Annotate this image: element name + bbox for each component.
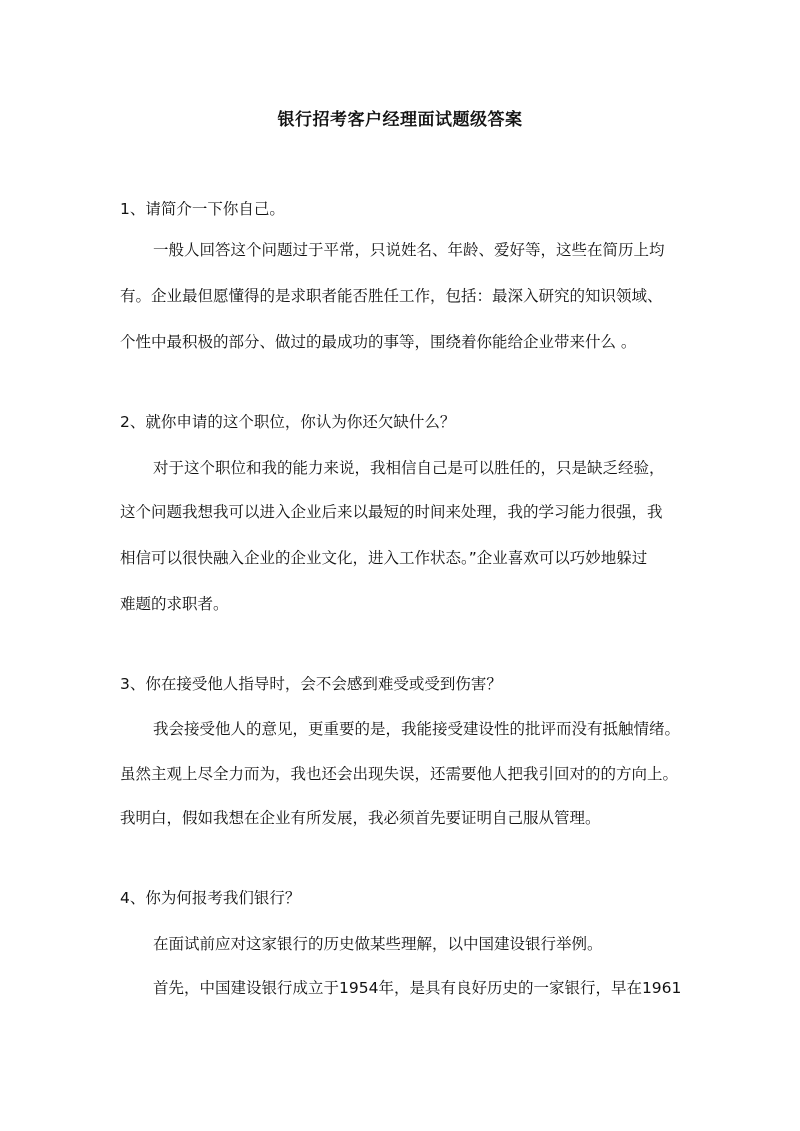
answer-2-line-4: 难题的求职者。 [120,595,229,613]
question-2: 2、就你申请的这个职位，你认为你还欠缺什么？ [120,413,456,431]
answer-3-line-3: 我明白，假如我想在企业有所发展，我必须首先要证明自己服从管理。 [120,809,601,827]
answer-2-line-1: 对于这个职位和我的能力来说，我相信自己是可以胜任的，只是缺乏经验， [153,459,665,477]
question-3: 3、你在接受他人指导时，会不会感到难受或受到伤害？ [120,675,502,693]
answer-2-line-2: 这个问题我想我可以进入企业后来以最短的时间来处理，我的学习能力很强，我 [120,503,663,521]
answer-3-line-2: 虽然主观上尽全力而为，我也还会出现失误，还需要他人把我引回对的的方向上。 [120,765,679,783]
answer-4-line-2: 首先，中国建设银行成立于1954年，是具有良好历史的一家银行，早在1961 [153,979,682,997]
answer-2-line-3: 相信可以很快融入企业的企业文化，进入工作状态。”企业喜欢可以巧妙地躲过 [120,549,648,567]
answer-1-line-3: 个性中最积极的部分、做过的最成功的事等，围绕着你能给企业带来什么 。 [120,333,637,351]
question-4: 4、你为何报考我们银行？ [120,889,301,907]
answer-3-line-1: 我会接受他人的意见，更重要的是，我能接受建设性的批评而没有抵触情绪。 [153,720,681,738]
answer-4-line-1: 在面试前应对这家银行的历史做某些理解，以中国建设银行举例。 [153,935,603,953]
answer-1-line-1: 一般人回答这个问题过于平常，只说姓名、年龄、爱好等，这些在简历上均 [153,241,665,259]
document-title: 银行招考客户经理面试题级答案 [277,110,523,130]
question-1: 1、请简介一下你自己。 [120,200,285,218]
answer-1-line-2: 有。企业最但愿懂得的是求职者能否胜任工作，包括：最深入研究的知识领域、 [120,287,663,305]
